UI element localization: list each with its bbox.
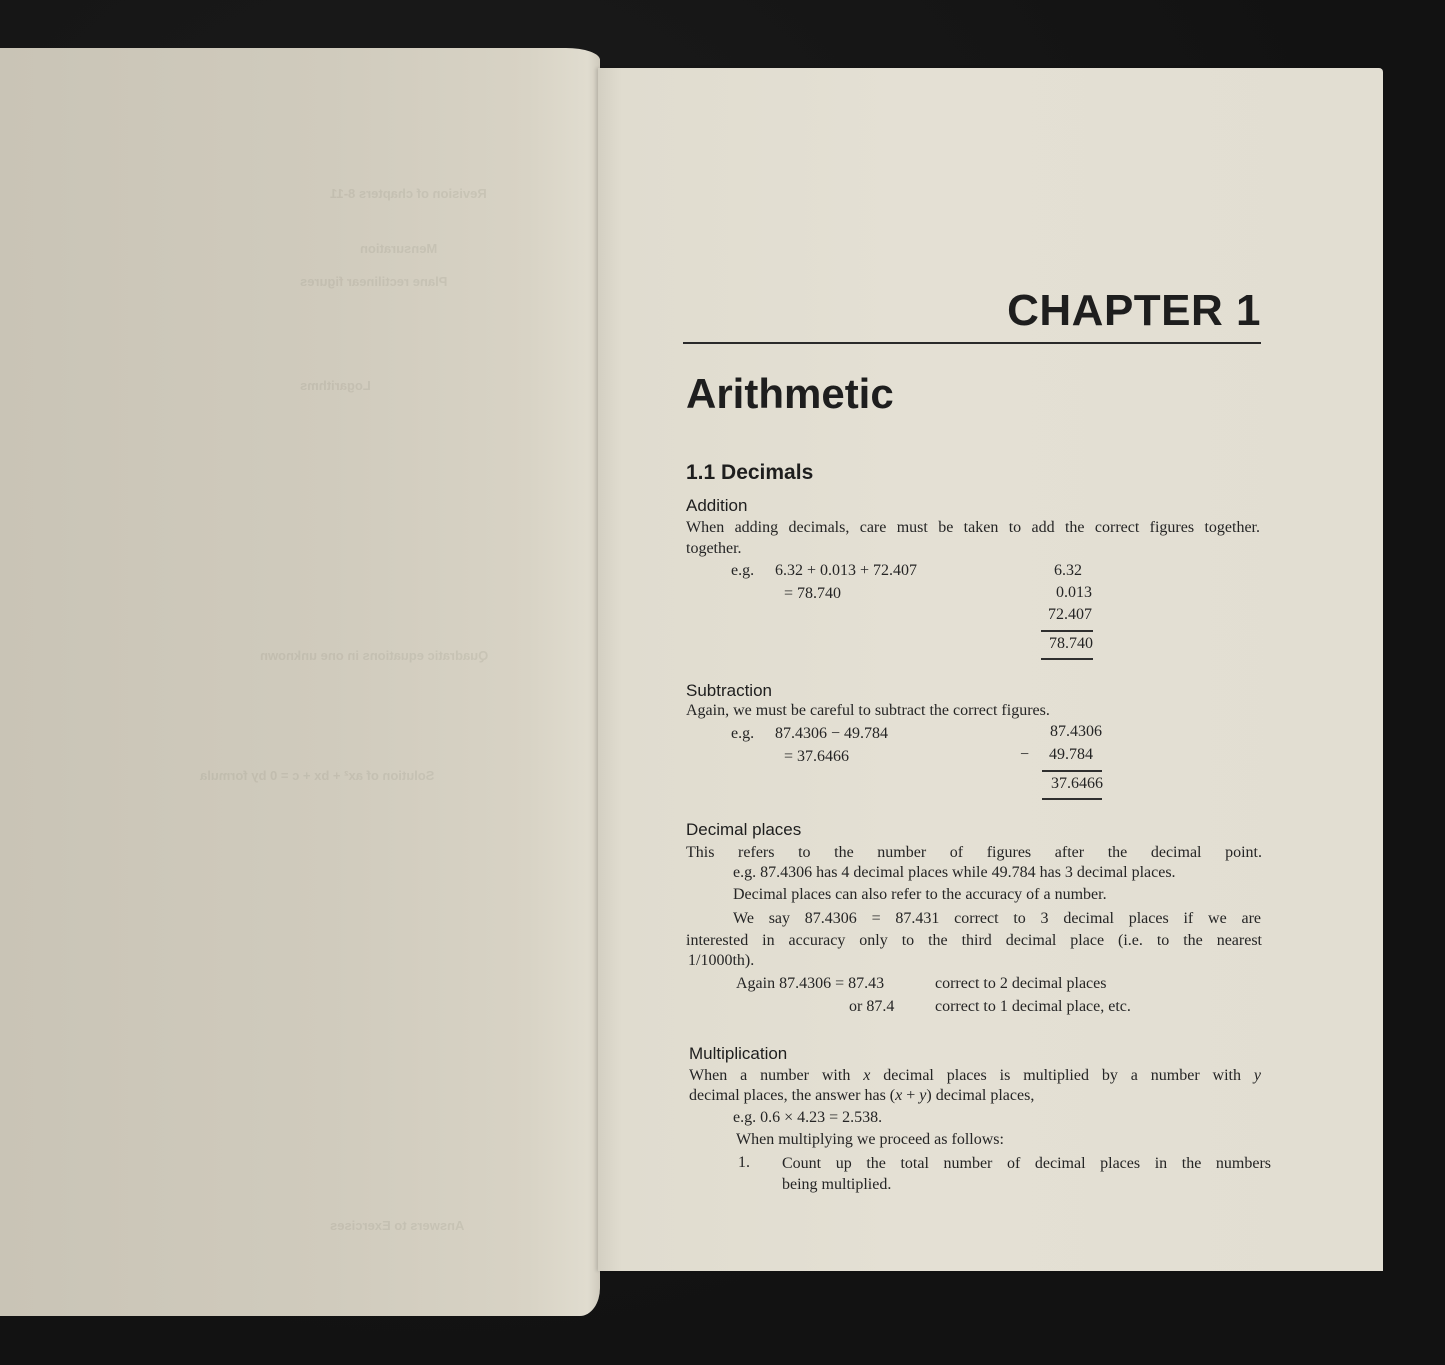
step-number: 1.	[738, 1154, 750, 1171]
addition-heading: Addition	[686, 496, 748, 515]
right-page	[598, 68, 1383, 1271]
addition-column-2: 0.013	[1056, 584, 1092, 601]
subtraction-column-top: 87.4306	[1050, 723, 1102, 740]
addition-total-rule	[1041, 658, 1093, 660]
subtraction-text: Again, we must be careful to subtract the correct figures.	[686, 702, 1050, 719]
subtraction-column-bottom: 49.784	[1049, 746, 1093, 763]
addition-text-line2: together.	[686, 540, 742, 557]
section-title: 1.1 Decimals	[686, 461, 814, 484]
step-text-line1: Count up the total number of decimal places in the numbers	[782, 1155, 1271, 1172]
subtraction-result: = 37.6466	[784, 748, 850, 765]
decimal-places-line6: 1/1000th).	[688, 952, 755, 969]
subtraction-minus-sign: −	[1020, 746, 1030, 763]
addition-expression: 6.32 + 0.013 + 72.407	[775, 562, 918, 579]
addition-column-3: 72.407	[1048, 606, 1092, 623]
decimal-places-or: or 87.4	[849, 998, 895, 1015]
subtraction-total-rule	[1042, 798, 1102, 800]
decimal-places-or-note: correct to 1 decimal place, etc.	[935, 998, 1131, 1015]
decimal-places-line4: We say 87.4306 = 87.431 correct to 3 decimal places if we are	[733, 910, 1261, 927]
addition-result: = 78.740	[784, 585, 842, 602]
subtraction-rule	[1042, 770, 1102, 772]
bleed-through-text: Plane rectilinear figures	[300, 274, 448, 289]
step-text-line2: being multiplied.	[782, 1176, 892, 1193]
addition-sum-rule	[1041, 630, 1093, 632]
addition-text-line1	[686, 517, 1260, 539]
bleed-through-text: Revision of chapters 8-11	[330, 186, 487, 201]
subtraction-total: 37.6466	[1051, 775, 1103, 792]
bleed-through-text: Mensuration	[360, 241, 438, 256]
multiplication-line2	[689, 1087, 1034, 1105]
addition-eg: e.g.	[731, 562, 755, 579]
variable-x: x	[895, 1087, 903, 1104]
decimal-places-again-note: correct to 2 decimal places	[935, 975, 1107, 992]
multiplication-line1	[689, 1065, 1261, 1087]
decimal-places-line1: This refers to the number of figures after the decimal point.	[686, 844, 1262, 861]
bleed-through-text: Solution of ax² + bx + c = 0 by formula	[200, 768, 435, 783]
decimal-places-line5: interested in accuracy only to the third decimal place (i.e. to the nearest	[686, 932, 1262, 949]
subtraction-eg: e.g.	[731, 725, 755, 742]
decimal-places-example: e.g. 87.4306 has 4 decimal places while 49.784 has 3 decimal places.	[733, 864, 1176, 881]
subtraction-expression: 87.4306 − 49.784	[775, 725, 889, 742]
decimal-places-heading: Decimal places	[686, 820, 802, 839]
decimal-places-again: Again 87.4306 = 87.43	[736, 975, 885, 992]
text: decimal places is multiplied by a number with	[870, 1067, 1254, 1084]
variable-x: x	[863, 1067, 871, 1084]
addition-total: 78.740	[1049, 635, 1093, 652]
bleed-through-text: Answers to Exercises	[330, 1218, 465, 1233]
chapter-divider	[683, 342, 1261, 344]
multiplication-heading: Multiplication	[689, 1044, 788, 1063]
variable-y: y	[919, 1087, 927, 1104]
addition-text: When adding decimals, care must be taken to add the correct figures together.	[686, 519, 1260, 536]
chapter-label: CHAPTER 1	[1007, 286, 1261, 335]
bleed-through-text: Quadratic equations in one unknown	[260, 648, 489, 663]
subtraction-heading: Subtraction	[686, 681, 772, 700]
text: decimal places, the answer has (	[689, 1087, 896, 1104]
chapter-title: Arithmetic	[686, 370, 894, 417]
text: +	[902, 1087, 920, 1104]
addition-column-1: 6.32	[1054, 562, 1082, 579]
left-page	[0, 48, 600, 1316]
multiplication-example: e.g. 0.6 × 4.23 = 2.538.	[733, 1109, 883, 1126]
bleed-through-text: Logarithms	[300, 378, 371, 393]
variable-y: y	[1253, 1067, 1262, 1084]
text: When a number with	[689, 1067, 864, 1084]
decimal-places-accuracy: Decimal places can also refer to the accuracy of a number.	[733, 886, 1107, 903]
text: ) decimal places,	[926, 1087, 1035, 1104]
multiplication-proceed: When multiplying we proceed as follows:	[736, 1131, 1004, 1148]
